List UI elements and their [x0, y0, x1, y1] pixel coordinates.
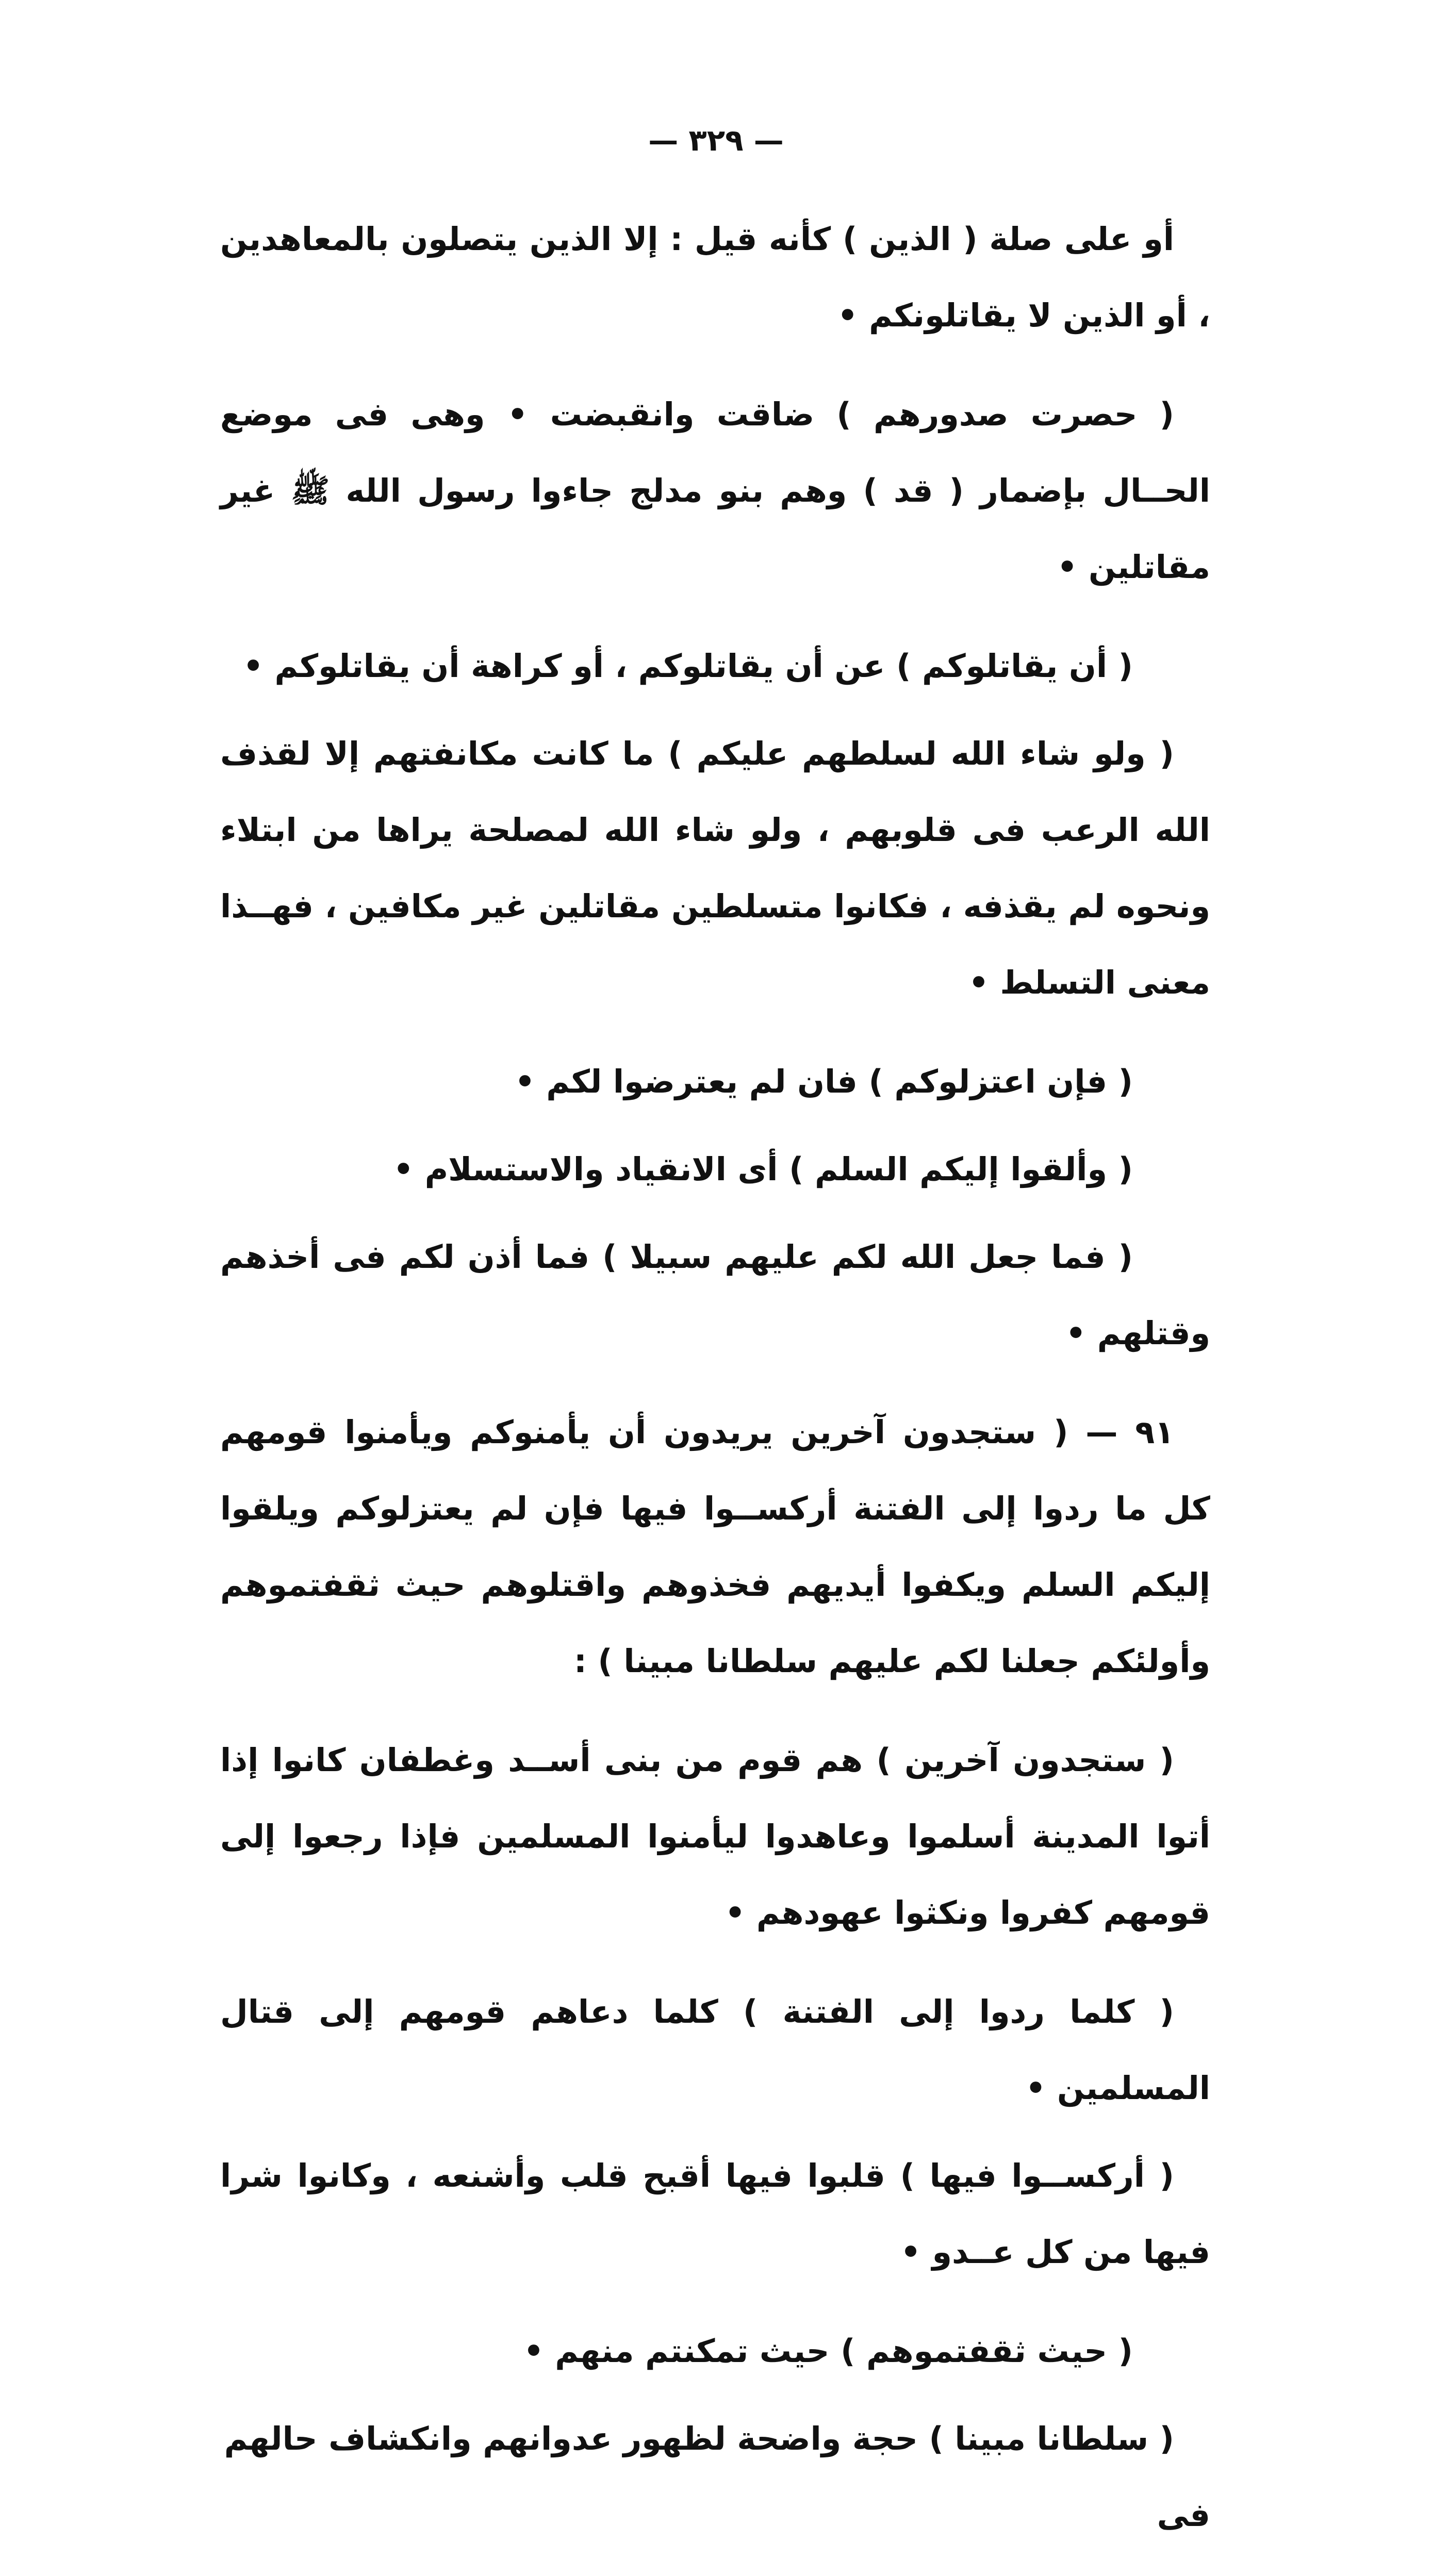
paragraph-wa-alqaw: ( وألقوا إليكم السلم ) أى الانقياد والاستسلام •	[393, 1150, 1133, 1188]
paragraph-continuation: أو على صلة ( الذين ) كأنه قيل : إلا الذين يتصلون بالمعاهدين ، أو الذين لا يقاتلونكم •	[220, 220, 1210, 334]
paragraph-fama-jaala: ( فما جعل الله لكم عليهم سبيلا ) فما أذن لكم فى أخذهم وقتلهم •	[220, 1238, 1210, 1352]
page-number: — ٣٢٩ —	[648, 123, 784, 158]
paragraph-fa-in-itazalukum: ( فإن اعتزلوكم ) فان لم يعترضوا لكم •	[515, 1063, 1133, 1100]
paragraph-law-shaa-allah: ( ولو شاء الله لسلطهم عليكم ) ما كانت مكانفتهم إلا لقذف الله الرعب فى قلوبهم ، ولو شاء الله لمصلحة يراها من ابتلاء ونحوه لم يقذفه ، فكانوا متسلطين مقاتلين غير مكافين ، فهــذا معنى التسلط •	[220, 735, 1210, 1001]
paragraph-an-yuqatilukum: ( أن يقاتلوكم ) عن أن يقاتلوكم ، أو كراهة أن يقاتلوكم •	[243, 647, 1133, 685]
paragraph-haythu-thaqiftumuhum: ( حيث ثقفتموهم ) حيث تمكنتم منهم •	[523, 2332, 1133, 2370]
paragraph-urkisu: ( أركســوا فيها ) قلبوا فيها أقبح قلب وأشنعه ، وكانوا شرا فيها من كل عــدو •	[220, 2157, 1210, 2271]
paragraph-hasirat-sudoorohom: ( حصرت صدورهم ) ضاقت وانقبضت • وهى فى موضع الحــال بإضمار ( قد ) وهم بنو مدلج جاءوا رسول الله ﷺ غير مقاتلين •	[220, 395, 1210, 586]
body-text	[220, 201, 1210, 2576]
paragraph-satajidoon: ( ستجدون آخرين ) هم قوم من بنى أســد وغطفان كانوا إذا أتوا المدينة أسلموا وعاهدوا ليأمنوا المسلمين فإذا رجعوا إلى قومهم كفروا ونكثوا عهودهم •	[220, 1741, 1210, 1931]
paragraph-kullama-ruddu: ( كلما ردوا إلى الفتنة ) كلما دعاهم قومهم إلى قتال المسلمين •	[220, 1993, 1210, 2107]
verse-91: ٩١ — ( ستجدون آخرين يريدون أن يأمنوكم ويأمنوا قومهم كل ما ردوا إلى الفتنة أركســوا فيها فإن لم يعتزلوكم ويلقوا إليكم السلم ويكفوا أيديهم فخذوهم واقتلوهم حيث ثقفتموهم وأولئكم جعلنا لكم عليهم سلطانا مبينا ) :	[220, 1413, 1210, 1680]
paragraph-sultanan-mubeenan: ( سلطانا مبينا ) حجة واضحة لظهور عدوانهم وانكشاف حالهم فى	[224, 2420, 1210, 2534]
